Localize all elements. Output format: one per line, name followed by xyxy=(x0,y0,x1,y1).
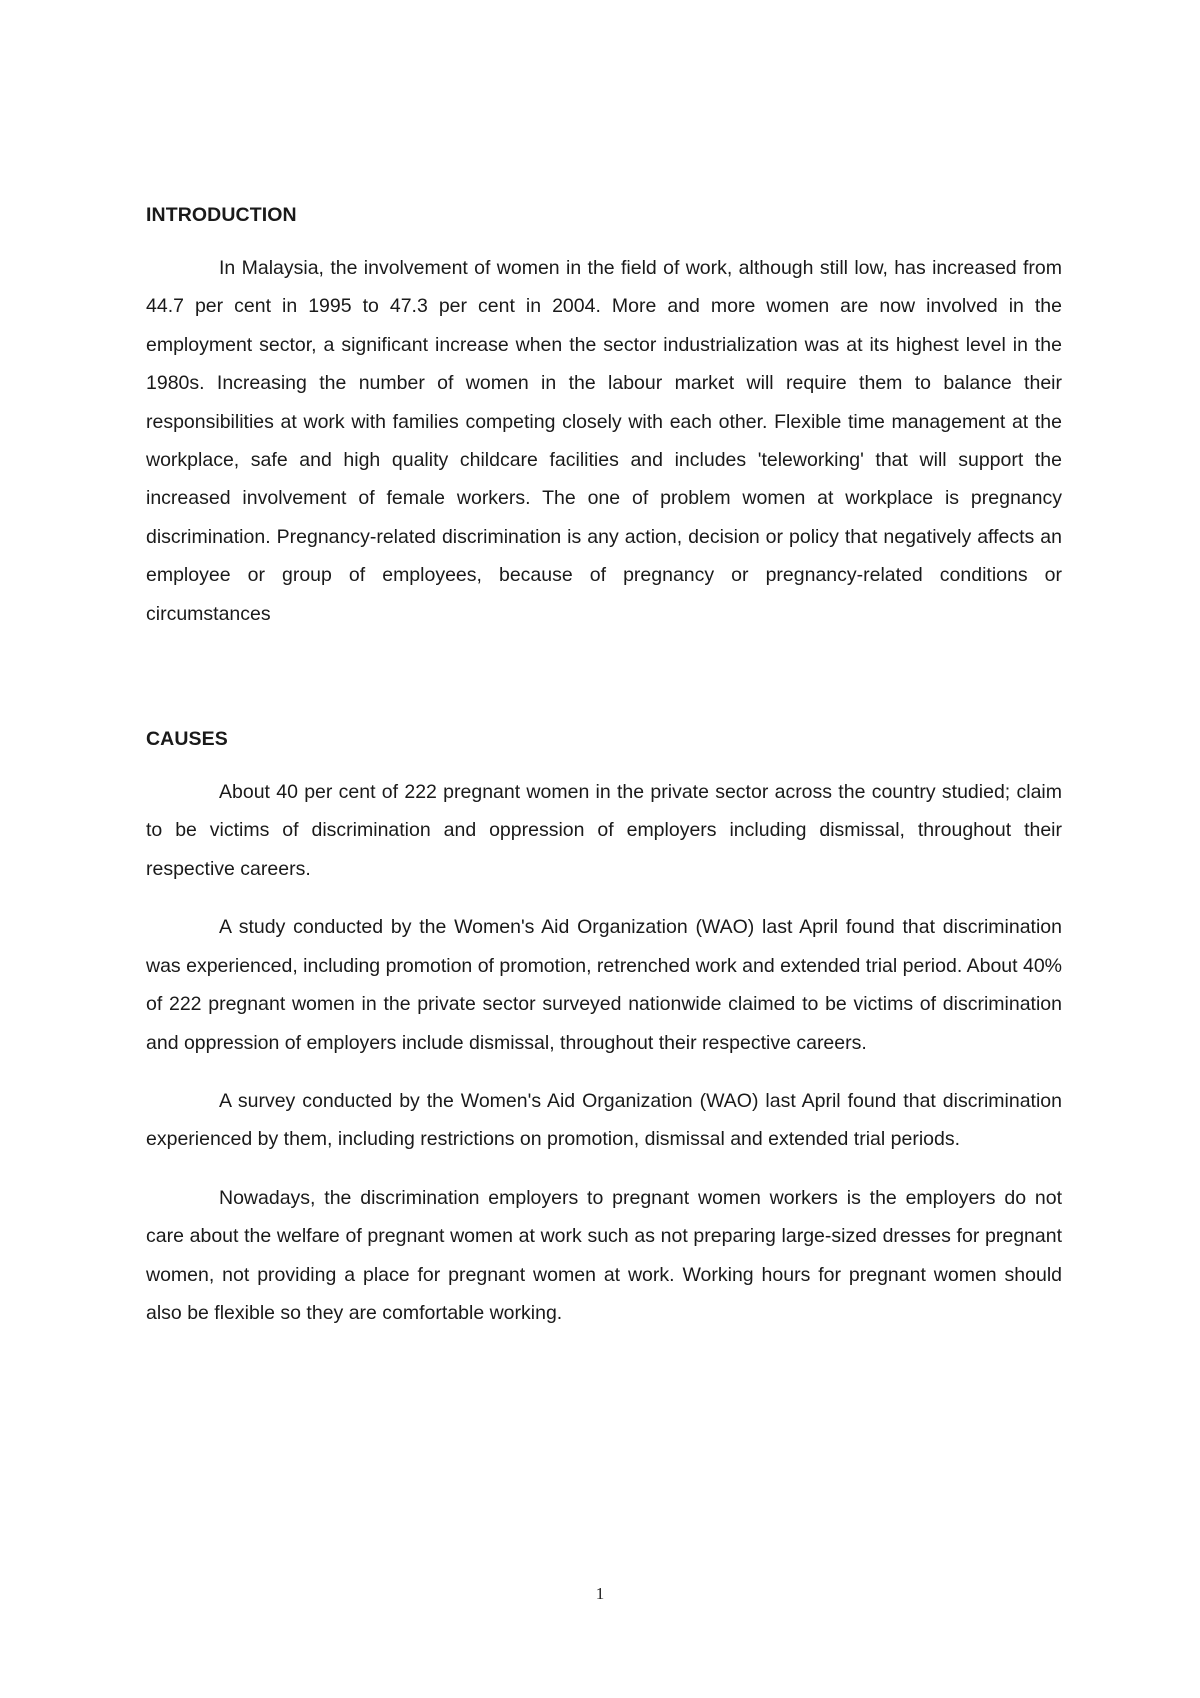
introduction-paragraph-1: In Malaysia, the involvement of women in the field of work, although still low, has increased from 44.7 per cent in 1995 to 47.3 per cent in 2004. More and more women are now involved in the employment sector, a significant increase when the sector industrialization was at its highest level in the 1980s. Increasing the number of women in the labour market will require them to balance their responsibilities at work with families competing closely with each other. Flexible time management at the workplace, safe and high quality childcare facilities and includes 'teleworking' that will support the increased involvement of female workers. The one of problem women at workplace is pregnancy discrimination. Pregnancy-related discrimination is any action, decision or policy that negatively affects an employee or group of employees, because of pregnancy or pregnancy-related conditions or circumstances xyxy=(146,257,1062,625)
section-causes xyxy=(146,727,1062,1332)
document-body xyxy=(146,203,1062,1332)
section-heading-causes: CAUSES xyxy=(146,728,228,751)
causes-paragraph-4: Nowadays, the discrimination employers to pregnant women workers is the employers do not care about the welfare of pregnant women at work such as not preparing large-sized dresses for pregnant women, not providing a place for pregnant women at work. Working hours for pregnant women should also be flexible so they are comfortable working. xyxy=(146,1186,1062,1324)
causes-paragraph-2: A study conducted by the Women's Aid Organization (WAO) last April found that discrimination was experienced, including promotion of promotion, retrenched work and extended trial period. About 40% of 222 pregnant women in the private sector surveyed nationwide claimed to be victims of discrimination and oppression of employers include dismissal, throughout their respective careers. xyxy=(146,916,1062,1054)
section-introduction xyxy=(146,203,1062,633)
causes-paragraph-3: A survey conducted by the Women's Aid Organization (WAO) last April found that discrimination experienced by them, including restrictions on promotion, dismissal and extended trial periods. xyxy=(146,1089,1062,1151)
causes-paragraph-1: About 40 per cent of 222 pregnant women in the private sector across the country studied; claim to be victims of discrimination and oppression of employers including dismissal, throughout their respective careers. xyxy=(146,781,1062,880)
section-heading-introduction: INTRODUCTION xyxy=(146,204,297,226)
page-number: 1 xyxy=(595,1584,605,1603)
